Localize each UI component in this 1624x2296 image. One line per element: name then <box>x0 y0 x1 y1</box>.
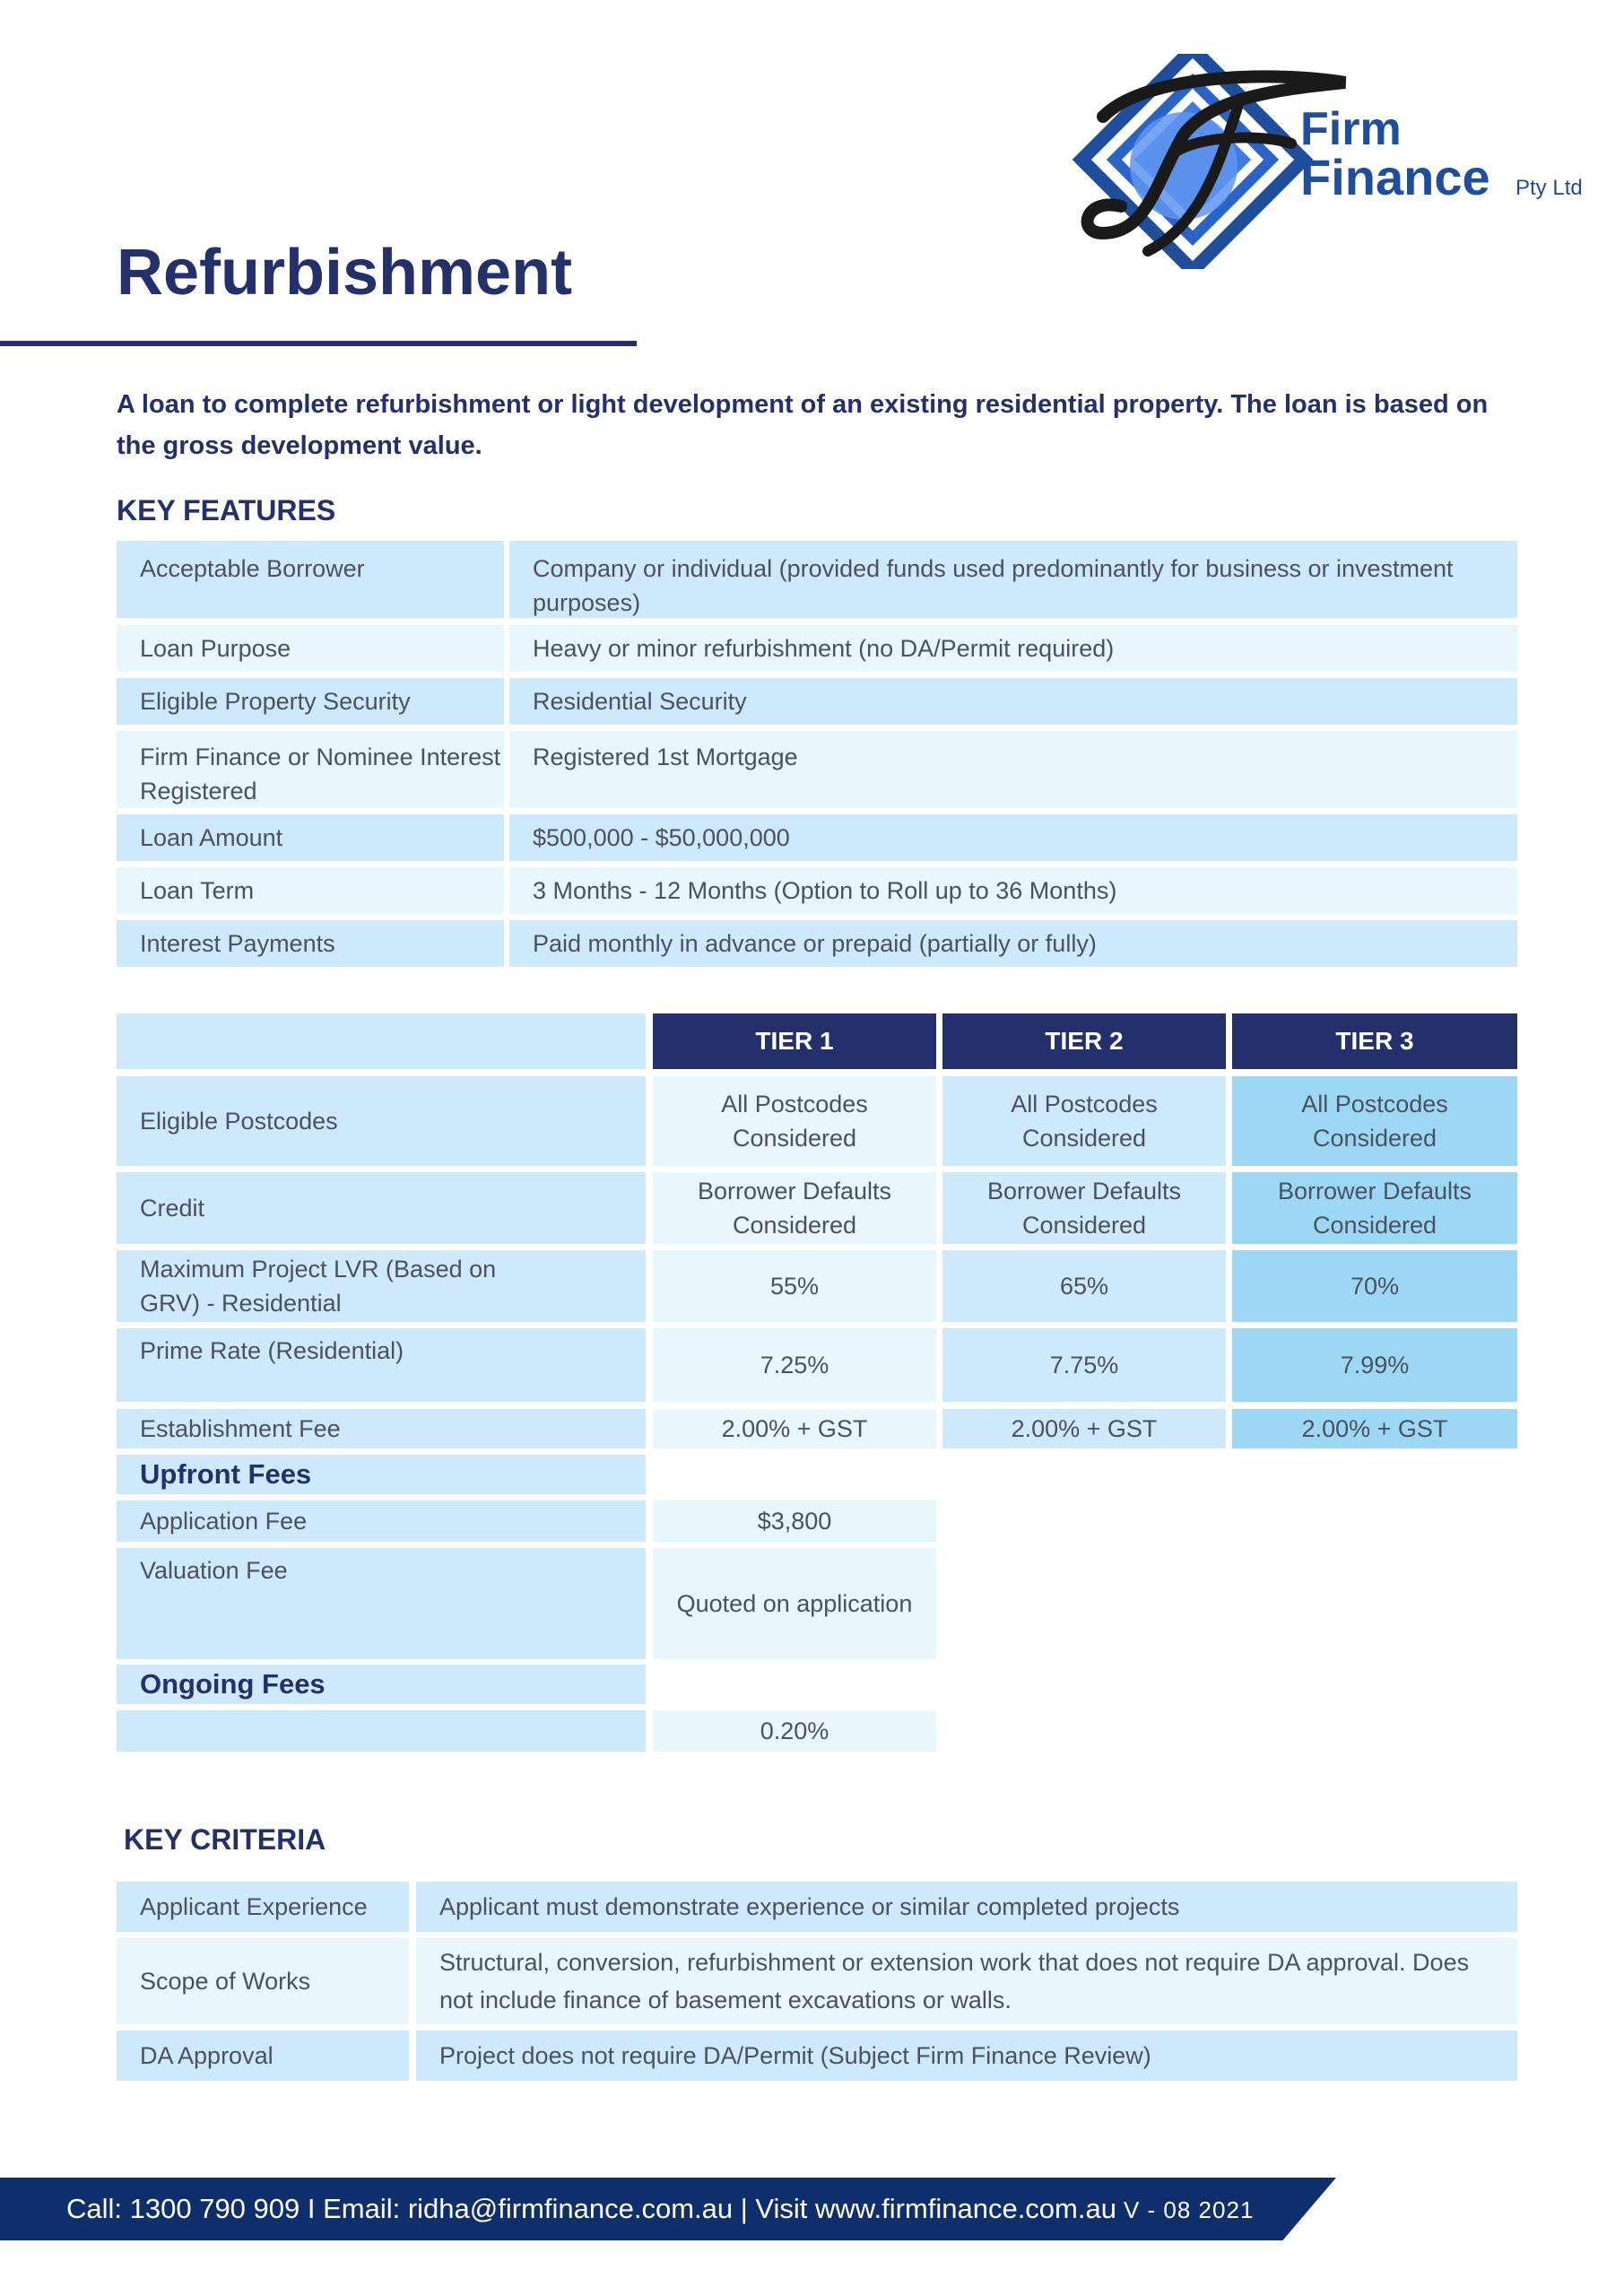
table-row-label: Loan Purpose <box>117 625 504 672</box>
tier-2-value: Borrower Defaults Considered <box>942 1172 1226 1244</box>
logo-pty-ltd-text: Pty Ltd <box>1515 176 1583 200</box>
page-title: Refurbishment <box>117 237 573 309</box>
table-row-label: Firm Finance or Nominee Interest Registered <box>117 731 504 808</box>
key-criteria-heading: KEY CRITERIA <box>124 1823 326 1856</box>
table-row-value: 3 Months - 12 Months (Option to Roll up to 36 Months) <box>509 867 1517 914</box>
tier-3-header: TIER 3 <box>1232 1013 1517 1069</box>
table-row-label: Loan Amount <box>117 814 504 861</box>
table-row-label: Valuation Fee <box>117 1548 646 1659</box>
table-row-label: Eligible Property Security <box>117 678 504 725</box>
tier-3-value: Borrower Defaults Considered <box>1232 1172 1517 1244</box>
table-row-label: Scope of Works <box>117 1938 409 2024</box>
table-row-label: Loan Term <box>117 867 504 914</box>
tier-1-value: All Postcodes Considered <box>653 1076 936 1166</box>
footer-contact-text: Call: 1300 790 909 I Email: ridha@firmfinance.com.au | Visit www.firmfinance.com.au <box>66 2193 1116 2224</box>
tier-3-value: All Postcodes Considered <box>1232 1076 1517 1166</box>
upfront-fees-heading: Upfront Fees <box>117 1455 646 1494</box>
table-row-value: $500,000 - $50,000,000 <box>509 814 1517 861</box>
table-row-label: Applicant Experience <box>117 1882 409 1932</box>
table-row-value: Company or individual (provided funds used predominantly for business or investment purposes) <box>509 541 1517 618</box>
footer-version: V - 08 2021 <box>1123 2196 1255 2223</box>
tier-1-value: Borrower Defaults Considered <box>653 1172 936 1244</box>
tier-3-value: 70% <box>1232 1250 1517 1322</box>
table-row-label <box>117 1710 646 1752</box>
tier-1-value: 7.25% <box>653 1328 936 1402</box>
tier-2-value: 7.75% <box>942 1328 1226 1402</box>
table-row-value: Applicant must demonstrate experience or similar completed projects <box>416 1882 1517 1932</box>
table-row-label: Prime Rate (Residential) <box>117 1328 646 1402</box>
tier-2-value: 2.00% + GST <box>942 1409 1226 1448</box>
valuation-fee-value: Quoted on application <box>653 1548 936 1659</box>
title-underline <box>0 341 637 346</box>
logo-firm-text: Firm <box>1300 103 1402 155</box>
table-row-label: Maximum Project LVR (Based on GRV) - Residential <box>117 1250 646 1322</box>
application-fee-value: $3,800 <box>653 1500 936 1542</box>
tier-1-header: TIER 1 <box>653 1013 936 1069</box>
key-features-heading: KEY FEATURES <box>117 494 336 526</box>
table-row-value: Heavy or minor refurbishment (no DA/Permit required) <box>509 625 1517 672</box>
tier-header-blank <box>117 1013 646 1069</box>
intro-text: A loan to complete refurbishment or light development of an existing residential property. The loan is based on the gross development value. <box>117 390 1489 460</box>
tier-1-value: 2.00% + GST <box>653 1409 936 1448</box>
table-row-label: Establishment Fee <box>117 1409 646 1448</box>
footer-contact <box>66 2192 1254 2227</box>
tier-2-header: TIER 2 <box>942 1013 1226 1069</box>
table-row-label: Credit <box>117 1172 646 1244</box>
table-row-value: Paid monthly in advance or prepaid (partially or fully) <box>509 920 1517 967</box>
tier-2-value: All Postcodes Considered <box>942 1076 1226 1166</box>
ongoing-fee-value: 0.20% <box>653 1710 936 1752</box>
table-row-label: Acceptable Borrower <box>117 541 504 618</box>
table-row-label: DA Approval <box>117 2031 409 2081</box>
ongoing-fees-heading: Ongoing Fees <box>117 1665 646 1704</box>
tier-3-value: 2.00% + GST <box>1232 1409 1517 1448</box>
tier-3-value: 7.99% <box>1232 1328 1517 1402</box>
table-row-label: Interest Payments <box>117 920 504 967</box>
table-row-label: Eligible Postcodes <box>117 1076 646 1166</box>
table-row-value: Structural, conversion, refurbishment or extension work that does not require DA approval. Does not include finance of basement excavations or walls. <box>416 1938 1517 2024</box>
tier-2-value: 65% <box>942 1250 1226 1322</box>
table-row-label: Application Fee <box>117 1500 646 1542</box>
logo-finance-text: Finance <box>1300 149 1490 205</box>
tier-1-value: 55% <box>653 1250 936 1322</box>
table-row-value: Registered 1st Mortgage <box>509 731 1517 808</box>
table-row-value: Residential Security <box>509 678 1517 725</box>
table-row-value: Project does not require DA/Permit (Subject Firm Finance Review) <box>416 2031 1517 2081</box>
